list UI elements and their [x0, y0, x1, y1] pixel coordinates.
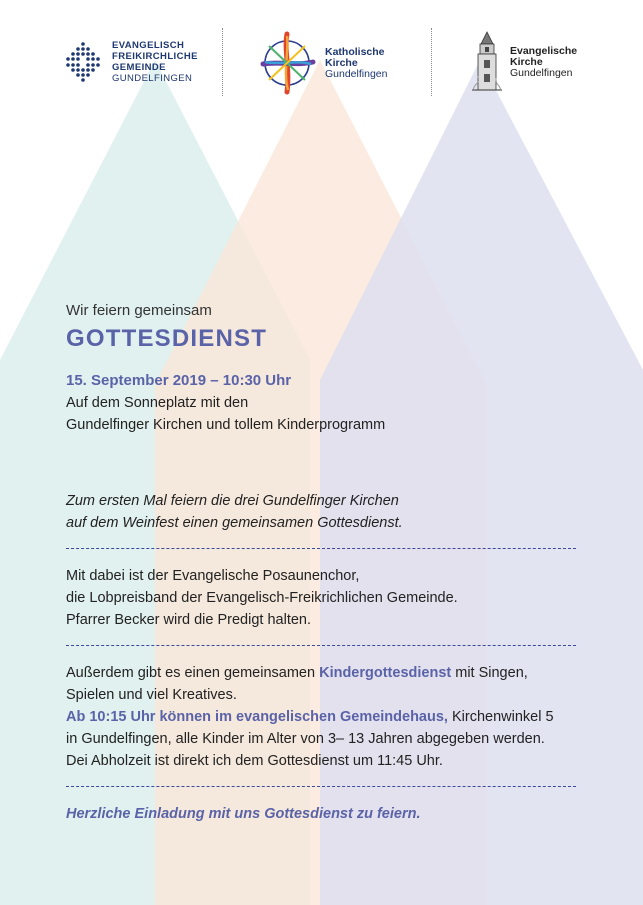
music-line-1: Mit dabei ist der Evangelische Posaunenchor, [66, 568, 360, 584]
kath-logo [257, 30, 387, 96]
efg-line4: GUNDELFINGEN [112, 73, 193, 84]
kids-line-1-pre: Außerdem gibt es einen gemeinsamen [66, 665, 320, 681]
logo-bar [0, 28, 643, 100]
kath-line1: Katholische [325, 45, 385, 58]
kids-line-3-post: Kirchenwinkel 5 [447, 709, 554, 725]
ev-line2: Kirche [510, 55, 543, 68]
place-line-2: Gundelfinger Kirchen und tollem Kinderprogramm [66, 417, 386, 433]
kids-line-1 [66, 662, 586, 684]
divider-2 [66, 645, 576, 646]
colorful-cross-icon [257, 30, 321, 96]
ev-line1: Evangelische [510, 44, 578, 57]
efg-logo [62, 40, 198, 84]
kicker: Wir feiern gemeinsam [66, 302, 212, 319]
flyer-content [66, 300, 586, 825]
efg-diamond-dots-icon [62, 41, 104, 83]
place-line-1: Auf dem Sonneplatz mit den [66, 395, 249, 411]
event-date: 15. September 2019 – 10:30 Uhr [66, 372, 292, 389]
logo-divider-2 [431, 28, 432, 96]
kath-line2: Kirche [325, 56, 358, 69]
divider-3 [66, 786, 576, 787]
first-time-line-1: Zum ersten Mal feiern die drei Gundelfinger Kirchen [66, 493, 399, 509]
music-line-2: die Lobpreisband der Evangelisch-Freikrichlichen Gemeinde. [66, 590, 458, 606]
efg-line1: EVANGELISCH [112, 40, 185, 51]
logo-divider-1 [222, 28, 223, 96]
ev-logo [470, 30, 577, 94]
kath-line3: Gundelfingen [325, 67, 388, 80]
ev-line3: Gundelfingen [510, 66, 573, 79]
kath-logo-text [325, 47, 387, 80]
page-title: GOTTESDIENST [66, 325, 268, 352]
efg-line3: GEMEINDE [112, 62, 166, 73]
efg-line2: FREIKIRCHLICHE [112, 51, 198, 62]
dropoff-time-highlight: Ab 10:15 Uhr können im evangelischen Gemeindehaus, [66, 709, 448, 725]
efg-logo-text [112, 40, 198, 84]
invitation: Herzliche Einladung mit uns Gottesdienst zu feiern. [66, 806, 421, 822]
kids-line-2: Spielen und viel Kreatives. [66, 687, 237, 703]
divider-1 [66, 548, 576, 549]
kindergottesdienst-highlight: Kindergottesdienst [319, 665, 452, 681]
ev-logo-text [510, 46, 577, 79]
church-tower-icon [470, 30, 504, 94]
kids-line-5: Dei Abholzeit ist direkt ich dem Gottesdienst um 11:45 Uhr. [66, 753, 443, 769]
music-line-3: Pfarrer Becker wird die Predigt halten. [66, 612, 311, 628]
first-time-line-2: auf dem Weinfest einen gemeinsamen Gottesdienst. [66, 515, 403, 531]
kids-line-3 [66, 706, 586, 728]
kids-line-1-post: mit Singen, [451, 665, 528, 681]
kids-line-4: in Gundelfingen, alle Kinder im Alter von 3– 13 Jahren abgegeben werden. [66, 731, 545, 747]
